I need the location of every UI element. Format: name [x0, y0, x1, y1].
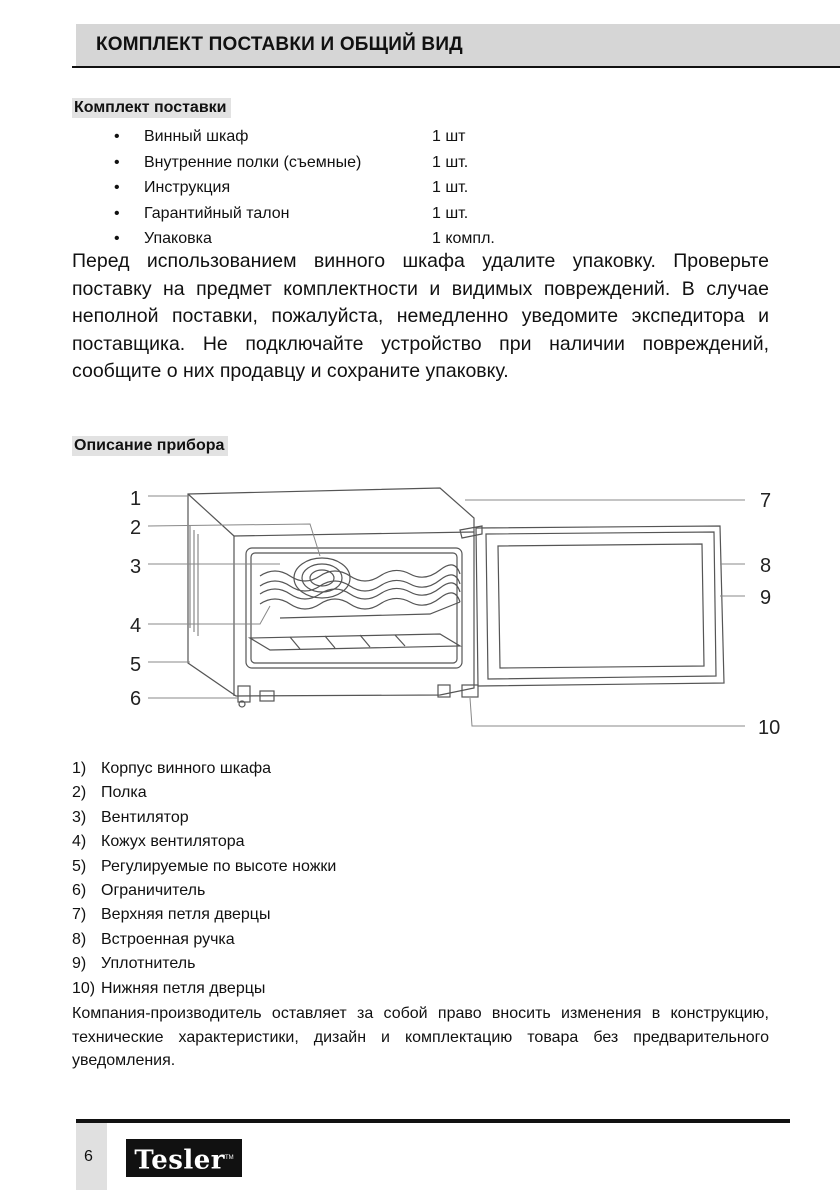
- callout-labels: [130, 488, 780, 739]
- tesler-logo: Tesler™: [126, 1139, 242, 1177]
- callout-label: 6: [130, 688, 142, 710]
- list-item: 6) Ограничитель: [72, 881, 206, 899]
- list-item: 5) Регулируемые по высоте ножки: [72, 857, 337, 875]
- callout-label: 5: [130, 654, 142, 676]
- list-item: 1) Корпус винного шкафа: [72, 760, 272, 777]
- page-title: КОМПЛЕКТ ПОСТАВКИ И ОБЩИЙ ВИД: [96, 34, 463, 55]
- list-item: 9) Уплотнитель: [72, 955, 196, 973]
- callout-label: 7: [760, 490, 772, 512]
- list-item: • Внутренние полки (съемные) 1 шт.: [72, 150, 772, 176]
- callout-label: 9: [760, 587, 772, 609]
- list-item: • Упаковка 1 компл.: [72, 226, 772, 252]
- list-item: • Инструкция 1 шт.: [72, 175, 772, 201]
- footer-rule: [76, 1119, 790, 1123]
- callout-label: 4: [130, 615, 142, 637]
- callout-label: 1: [130, 488, 142, 510]
- list-item: • Гарантийный талон 1 шт.: [72, 201, 772, 227]
- list-item: 4) Кожух вентилятора: [72, 833, 245, 851]
- bullet-icon: •: [114, 128, 120, 145]
- package-list: [72, 124, 772, 252]
- wine-cabinet-diagram: [110, 478, 800, 748]
- package-heading: Комплект поставки: [72, 98, 231, 118]
- parts-list: [72, 757, 336, 1001]
- bullet-icon: •: [114, 230, 120, 247]
- callout-label: 10: [758, 717, 781, 739]
- header-rule: [72, 66, 840, 68]
- door: [460, 526, 724, 697]
- page-number: 6: [84, 1148, 93, 1165]
- manufacturer-note: Компания-производитель оставляет за собой право вносить изменения в конструкцию, технические характеристики, дизайн и комплектацию товара без предварительного уведомления.: [72, 1005, 769, 1069]
- package-instructions: Перед использованием винного шкафа удалите упаковку. Проверьте поставку на предмет комплектности и видимых повреждений. В случае неполной поставки, пожалуйста, немедленно уведомите экспедитора и поставщика. Не подключайте устройство при наличии повреждений, сообщите о них продавцу и сохраните упаковку.: [72, 250, 769, 382]
- list-item: 7) Верхняя петля дверцы: [72, 906, 271, 924]
- callout-label: 2: [130, 517, 142, 539]
- list-item: 3) Вентилятор: [72, 808, 189, 826]
- list-item: 10) Нижняя петля дверцы: [72, 979, 266, 997]
- list-item: • Винный шкаф 1 шт: [72, 124, 772, 150]
- bullet-icon: •: [114, 153, 120, 171]
- cabinet-body: [188, 488, 474, 707]
- bullet-icon: •: [114, 179, 120, 196]
- description-heading: Описание прибора: [72, 436, 228, 456]
- callout-label: 8: [760, 555, 772, 577]
- bullet-icon: •: [114, 204, 120, 222]
- list-item: 8) Встроенная ручка: [72, 930, 235, 948]
- list-item: 2) Полка: [72, 784, 147, 802]
- callout-label: 3: [130, 556, 142, 578]
